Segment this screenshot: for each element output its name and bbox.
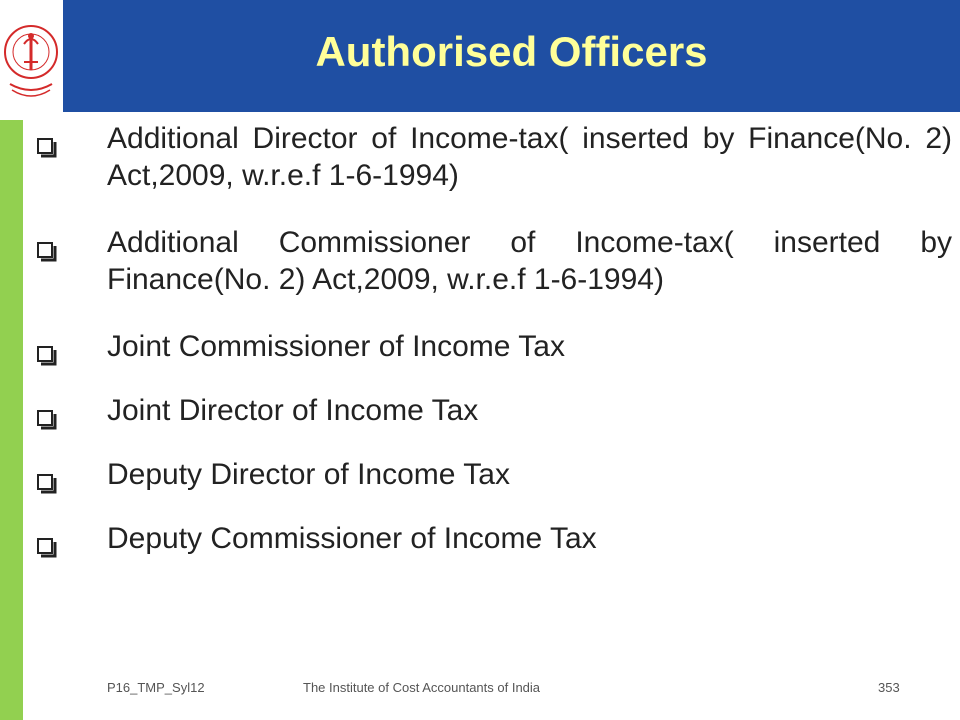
institute-logo bbox=[0, 0, 63, 112]
footer-code: P16_TMP_Syl12 bbox=[107, 680, 205, 695]
checkbox-bullet-icon bbox=[36, 467, 58, 504]
list-item-text: Joint Commissioner of Income Tax bbox=[107, 330, 565, 363]
accent-bar bbox=[0, 120, 23, 720]
bullet-list bbox=[32, 120, 952, 557]
checkbox-bullet-icon bbox=[36, 131, 58, 168]
list-item bbox=[32, 328, 952, 365]
list-item-text: Additional Director of Income-tax( inserted by Finance(No. 2) Act,2009, w.r.e.f 1-6-1994) bbox=[107, 122, 952, 192]
footer-institute: The Institute of Cost Accountants of India bbox=[303, 680, 541, 695]
checkbox-bullet-icon bbox=[36, 339, 58, 376]
checkbox-bullet-icon bbox=[36, 235, 58, 272]
page-title: Authorised Officers bbox=[315, 28, 708, 75]
list-item bbox=[32, 120, 952, 194]
list-item bbox=[32, 224, 952, 298]
list-item bbox=[32, 520, 952, 557]
list-item-text: Deputy Commissioner of Income Tax bbox=[107, 522, 597, 555]
list-item-text: Joint Director of Income Tax bbox=[107, 394, 479, 427]
list-item-text: Deputy Director of Income Tax bbox=[107, 458, 510, 491]
checkbox-bullet-icon bbox=[36, 403, 58, 440]
institute-seal-icon bbox=[0, 0, 63, 112]
checkbox-bullet-icon bbox=[36, 531, 58, 568]
list-item-text: Additional Commissioner of Income-tax( inserted by Finance(No. 2) Act,2009, w.r.e.f 1-6-1994) bbox=[107, 226, 952, 296]
list-item bbox=[32, 392, 952, 429]
list-item bbox=[32, 456, 952, 493]
footer-page-number: 353 bbox=[878, 680, 900, 695]
